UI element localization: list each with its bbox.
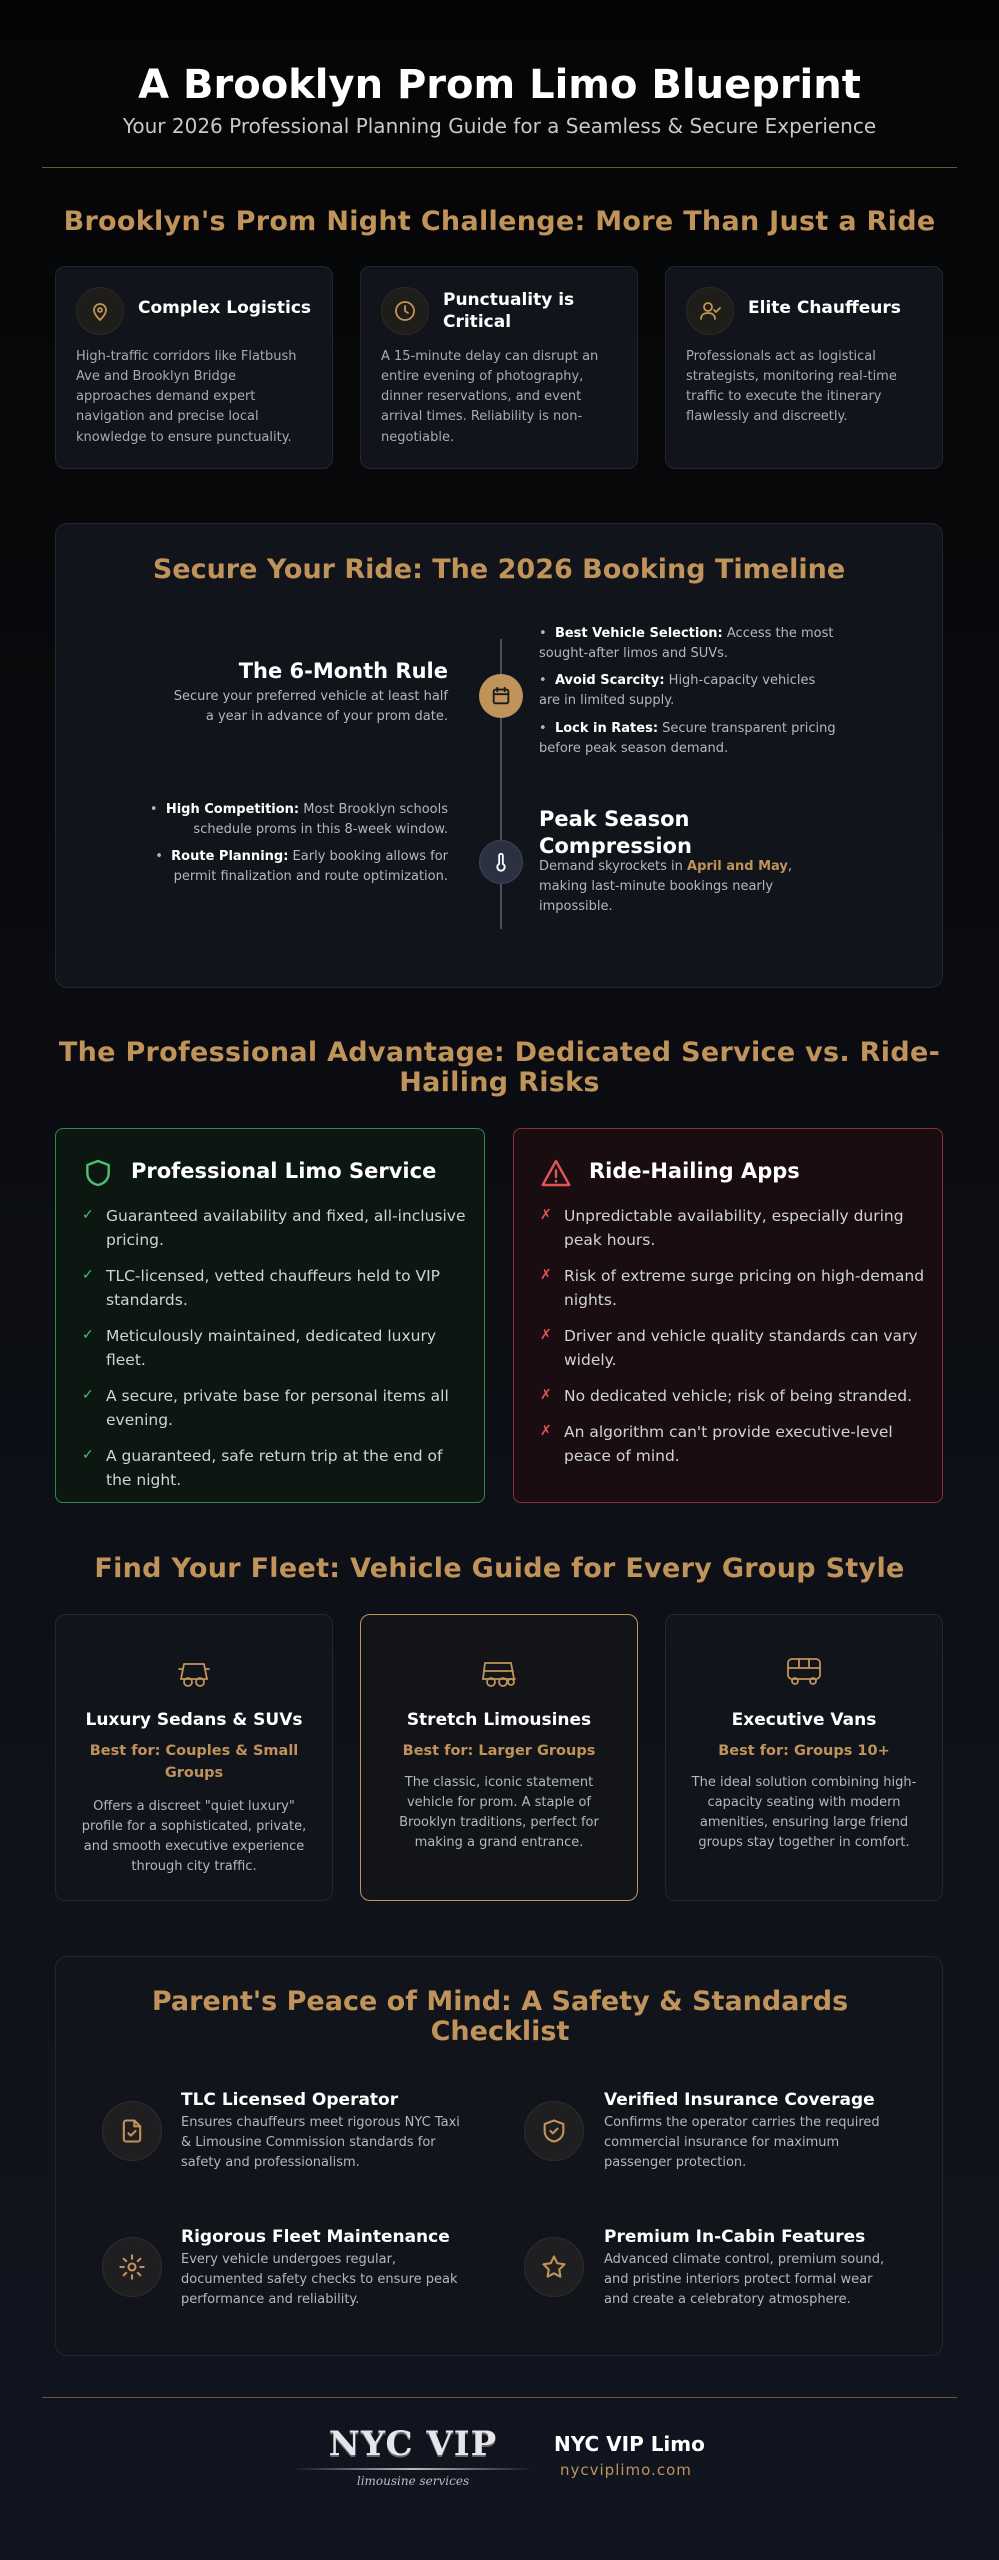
risk-item: ✗ An algorithm can't provide executive-level peace of mind. <box>540 1423 893 1466</box>
pro-service-card <box>55 1128 485 1503</box>
pro-item: ✓ Guaranteed availability and fixed, all-inclusive pricing. <box>82 1207 466 1250</box>
pro-item: ✓ Meticulously maintained, dedicated luxury fleet. <box>82 1327 436 1370</box>
safety-item-text: Confirms the operator carries the required commercial insurance for maximum passenger protection. <box>604 2115 880 2171</box>
six-month-rule-bullets <box>539 624 839 766</box>
challenge-card-chauffeurs <box>665 266 943 469</box>
user-check-icon <box>686 287 734 335</box>
fleet-card-sedans <box>55 1614 333 1901</box>
thermometer-icon <box>479 840 523 884</box>
risk-item: ✗ Unpredictable availability, especially during peak hours. <box>540 1207 904 1250</box>
risk-item: ✗ No dedicated vehicle; risk of being stranded. <box>540 1387 913 1406</box>
pro-item: ✓ A guaranteed, safe return trip at the end of the night. <box>82 1447 443 1490</box>
gear-icon <box>102 2237 162 2297</box>
timeline-title: Secure Your Ride: The 2026 Booking Timeline <box>152 554 846 585</box>
star-icon <box>524 2237 584 2297</box>
challenge-section-title: Brooklyn's Prom Night Challenge: More Than Just a Ride <box>63 206 936 237</box>
clock-icon <box>381 287 429 335</box>
sedan-icon <box>172 1649 216 1693</box>
check-icon: ✓ <box>82 1447 94 1464</box>
fleet-card-title: Luxury Sedans & SUVs <box>85 1710 303 1730</box>
nyc-vip-logo: NYC VIP limousine services <box>292 2424 534 2490</box>
fleet-card-limousines <box>360 1614 638 1901</box>
brand-name: NYC VIP Limo <box>554 2432 705 2456</box>
challenge-card-title: Complex Logistics <box>138 298 312 318</box>
rule-bullet: • Best Vehicle Selection: Access the most sought-after limos and SUVs. <box>539 626 834 662</box>
challenge-card-text: High-traffic corridors like Flatbush Ave and Brooklyn Bridge approaches demand expert navigation and precise local knowledge to ensure punctuality. <box>76 349 297 445</box>
challenge-card-punctuality <box>360 266 638 469</box>
challenge-card-logistics <box>55 266 333 469</box>
fleet-card-vans <box>665 1614 943 1901</box>
x-icon: ✗ <box>540 1327 552 1344</box>
challenge-card-text: Professionals act as logistical strategists, monitoring real-time traffic to execute the itinerary flawlessly and discreetly. <box>686 349 897 425</box>
check-icon: ✓ <box>82 1267 94 1284</box>
header-divider <box>42 167 957 168</box>
safety-item-title: Rigorous Fleet Maintenance <box>181 2227 450 2247</box>
van-icon <box>782 1649 826 1693</box>
safety-item-text: Advanced climate control, premium sound, and pristine interiors protect formal wear and create a celebratory atmosphere. <box>604 2252 885 2308</box>
warning-icon <box>540 1157 572 1189</box>
calendar-icon <box>479 674 523 718</box>
six-month-rule-text: Secure your preferred vehicle at least half a year in advance of your prom date. <box>173 689 448 725</box>
safety-item-title: Premium In-Cabin Features <box>604 2227 866 2247</box>
fleet-card-best-for: Best for: Groups 10+ <box>718 1743 890 1759</box>
peak-season-title: Peak Season Compression <box>539 807 692 858</box>
check-icon: ✓ <box>82 1207 94 1223</box>
fleet-card-best-for: Best for: Larger Groups <box>402 1743 596 1759</box>
peak-season-bullets <box>148 800 448 895</box>
fleet-card-text: Offers a discreet "quiet luxury" profile for a sophisticated, private, and smooth executive experience through city traffic. <box>81 1799 307 1875</box>
safety-item-text: Ensures chauffeurs meet rigorous NYC Taxi & Limousine Commission standards for safety and professionalism. <box>181 2115 460 2171</box>
pro-service-list <box>82 1204 472 1504</box>
check-icon: ✓ <box>82 1387 94 1404</box>
pro-service-title: Professional Limo Service <box>131 1159 437 1183</box>
comparison-section-title: The Professional Advantage: Dedicated Service vs. Ride-Hailing Risks <box>58 1037 941 1099</box>
rule-bullet: • Lock in Rates: Secure transparent pricing before peak season demand. <box>539 720 836 756</box>
pro-item: ✓ TLC-licensed, vetted chauffeurs held to VIP standards. <box>82 1267 441 1310</box>
fleet-card-best-for: Best for: Couples & Small Groups <box>89 1743 299 1782</box>
footer-divider <box>42 2397 957 2398</box>
risk-item: ✗ Driver and vehicle quality standards can vary widely. <box>540 1327 918 1370</box>
safety-item-text: Every vehicle undergoes regular, documented safety checks to ensure peak performance and reliability. <box>181 2252 458 2308</box>
challenge-card-text: A 15-minute delay can disrupt an entire evening of photography, dinner reservations, and event arrival times. Reliability is non-negotiable. <box>381 349 599 445</box>
timeline-panel <box>55 523 943 988</box>
check-icon: ✓ <box>82 1327 94 1344</box>
page-subtitle: Your 2026 Professional Planning Guide for a Seamless & Secure Experience <box>122 114 877 138</box>
shield-check-icon <box>524 2101 584 2161</box>
risk-item: ✗ Risk of extreme surge pricing on high-demand nights. <box>540 1267 925 1310</box>
page-title: A Brooklyn Prom Limo Blueprint <box>138 62 861 108</box>
fleet-section-title: Find Your Fleet: Vehicle Guide for Every Group Style <box>94 1553 905 1584</box>
ride-hailing-list <box>540 1204 930 1480</box>
challenge-card-title: Elite Chauffeurs <box>748 298 901 318</box>
map-pin-icon <box>76 287 124 335</box>
limousine-icon <box>477 1649 521 1693</box>
ride-hailing-card <box>513 1128 943 1503</box>
document-check-icon <box>102 2101 162 2161</box>
x-icon: ✗ <box>540 1207 552 1223</box>
fleet-card-title: Executive Vans <box>731 1710 877 1730</box>
six-month-rule-title: The 6-Month Rule <box>238 659 448 683</box>
pro-item: ✓ A secure, private base for personal items all evening. <box>82 1387 449 1430</box>
fleet-card-title: Stretch Limousines <box>406 1710 592 1730</box>
x-icon: ✗ <box>540 1267 552 1284</box>
x-icon: ✗ <box>540 1423 552 1440</box>
brand-url-link[interactable]: nycviplimo.com <box>560 2461 692 2479</box>
x-icon: ✗ <box>540 1387 552 1404</box>
challenge-card-title: Punctuality is Critical <box>443 290 575 333</box>
safety-item-title: TLC Licensed Operator <box>181 2090 399 2110</box>
peak-season-text: Demand skyrockets in April and May, making last-minute bookings nearly impossible. <box>539 859 793 915</box>
rule-bullet: • Avoid Scarcity: High-capacity vehicles are in limited supply. <box>539 673 816 709</box>
safety-title: Parent's Peace of Mind: A Safety & Standards Checklist <box>151 1986 849 2048</box>
safety-item-title: Verified Insurance Coverage <box>604 2090 875 2110</box>
peak-bullet: • High Competition: Most Brooklyn schools schedule proms in this 8-week window. <box>149 802 448 838</box>
shield-icon <box>82 1157 114 1189</box>
fleet-card-text: The classic, iconic statement vehicle for prom. A staple of Brooklyn traditions, perfect for making a grand entrance. <box>399 1775 599 1851</box>
ride-hailing-title: Ride-Hailing Apps <box>589 1159 800 1183</box>
peak-bullet: • Route Planning: Early booking allows for permit finalization and route optimization. <box>155 849 448 885</box>
safety-panel <box>55 1956 943 2356</box>
fleet-card-text: The ideal solution combining high-capacity seating with modern amenities, ensuring large friend groups stay together in comfort. <box>691 1775 917 1851</box>
